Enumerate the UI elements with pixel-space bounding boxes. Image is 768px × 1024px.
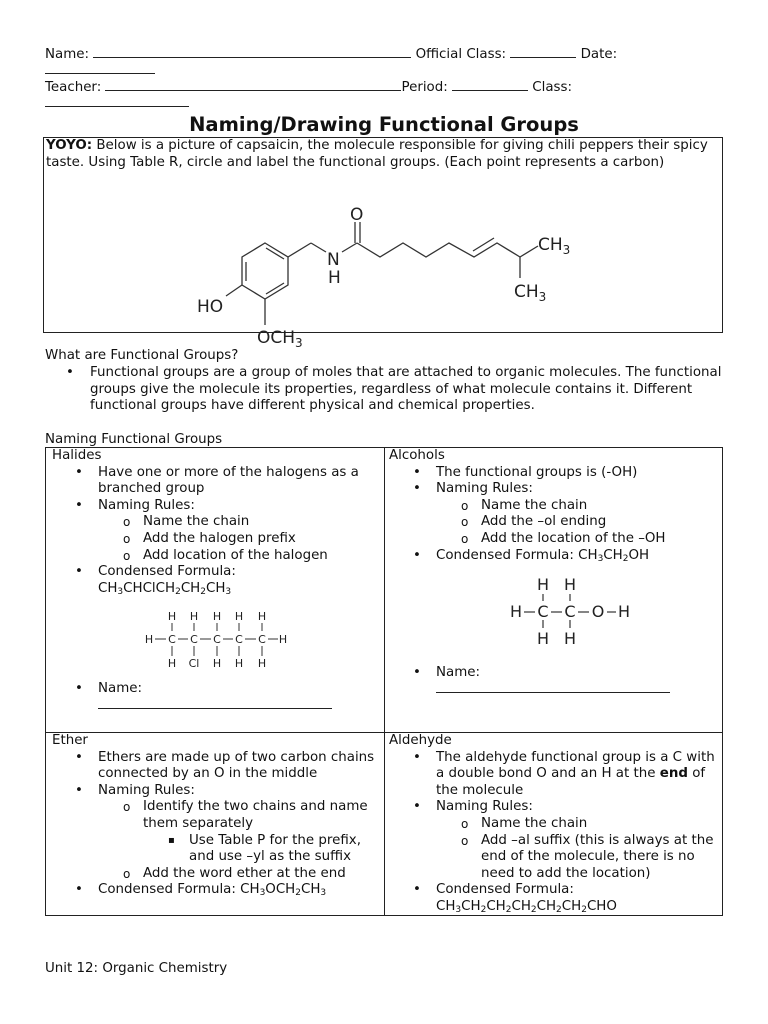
halides-name-blank[interactable] (98, 698, 332, 709)
ether-rule-1a: ▪ Use Table P for the prefix, and use –yl as the suffix (46, 833, 382, 866)
functional-groups-table (45, 447, 723, 916)
yoyo-label: YOYO: (46, 138, 93, 153)
halides-bullet-branch: • Have one or more of the halogens as a branched group (46, 465, 382, 498)
halides-name-row (46, 681, 382, 714)
aldehyde-rule-2: o Add –al suffix (this is always at the end of the molecule, there is no need to add the location) (384, 833, 722, 883)
yoyo-instructions: Below is a picture of capsaicin, the molecule responsible for giving chili peppers their spicy taste. Using Table R, circle and label the functional groups. (Each point represents a carbon) (46, 138, 708, 170)
svg-text:H: H (144, 633, 154, 646)
svg-text:H: H (212, 610, 222, 623)
aldehyde-formula: $CH_3CH_2CH_2CH_2CH_2CH_2CHO$ (436, 898, 617, 915)
capsaicin-structure (0, 0, 768, 360)
svg-text:H: H (563, 629, 577, 646)
svg-text:H: H (536, 575, 550, 594)
och3-label: $OCH_3$ (257, 328, 303, 350)
svg-text:O: O (591, 602, 605, 621)
amide-h-label: H (328, 268, 341, 288)
ether-rule-1: o Identify the two chains and name them separately (46, 799, 382, 832)
name-label: Name: (45, 47, 90, 62)
aldehyde-bullet-formula: • Condensed Formula: (384, 882, 722, 899)
halide-structure (141, 608, 301, 672)
halides-rule-3: o Add location of the halogen (46, 548, 382, 565)
alcohols-cell (384, 448, 722, 567)
halides-formula: $CH_3CHClCH_2CH_2CH_3$ (98, 580, 232, 597)
alcohols-name-row (384, 665, 722, 698)
carbonyl-o-label: O (350, 205, 364, 225)
svg-text:H: H (509, 602, 523, 621)
halides-name-row-blank (46, 698, 382, 714)
functional-groups-definition: Functional groups are a group of moles that are attached to organic molecules. The functional groups give the molecule its properties, regardless of what molecule contains it. Different functional groups have different physical and chemical properties. (90, 365, 722, 414)
date-label: Date: (580, 47, 618, 62)
svg-text:C: C (235, 633, 243, 646)
svg-text:H: H (617, 602, 631, 621)
ho-label: HO (197, 297, 224, 317)
aldehyde-bullet-definition (384, 750, 722, 800)
svg-text:H: H (212, 657, 222, 670)
ether-cell (46, 733, 382, 902)
halides-bullet-formula: • Condensed Formula: (46, 564, 382, 581)
svg-text:H: H (189, 610, 199, 623)
functional-groups-question: What are Functional Groups? (45, 348, 239, 363)
ch3-top-label: $CH_3$ (538, 235, 571, 257)
alcohols-name-blank[interactable] (436, 682, 670, 693)
svg-text:C: C (564, 602, 576, 621)
ether-bullet-formula: • Condensed Formula: $CH_3OCH_2CH_3$ (46, 882, 382, 902)
halides-rule-2: o Add the halogen prefix (46, 531, 382, 548)
svg-text:H: H (234, 657, 244, 670)
alcohols-title: Alcohols (389, 448, 445, 463)
bullet-icon: • (66, 365, 74, 380)
aldehyde-def-pre: The aldehyde functional group is a C with a double bond O and an H at the (436, 749, 715, 782)
svg-text:C: C (258, 633, 266, 646)
alcohols-rule-2: o Add the –ol ending (384, 514, 722, 531)
svg-text:H: H (257, 657, 267, 670)
alcohol-structure (508, 574, 638, 646)
aldehyde-rule-1: o Name the chain (384, 816, 722, 833)
alcohols-bullet-formula: • Condensed Formula: $CH_3CH_2OH$ (384, 548, 722, 568)
svg-text:C: C (213, 633, 221, 646)
halides-cell (46, 448, 382, 600)
halides-bullet-name: • Name: (46, 681, 382, 698)
alcohols-rule-1: o Name the chain (384, 498, 722, 515)
alcohols-name-row-blank (384, 682, 722, 698)
aldehyde-bullet-rules: • Naming Rules: (384, 799, 722, 816)
official-class-label: Official Class: (415, 47, 507, 62)
page-title: Naming/Drawing Functional Groups (189, 113, 579, 136)
aldehyde-def-bold: end (659, 766, 688, 782)
svg-text:H: H (257, 610, 267, 623)
alcohols-bullet-group: • The functional groups is (-OH) (384, 465, 722, 482)
halides-title: Halides (52, 448, 102, 463)
alcohols-bullet-rules: • Naming Rules: (384, 481, 722, 498)
class-label: Class: (532, 80, 573, 95)
svg-text:C: C (537, 602, 549, 621)
ch3-bottom-label: $CH_3$ (514, 282, 547, 304)
ether-title: Ether (52, 733, 88, 748)
aldehyde-title: Aldehyde (389, 733, 452, 748)
halides-bullet-rules: • Naming Rules: (46, 498, 382, 515)
svg-text:Cl: Cl (188, 657, 200, 670)
svg-text:H: H (167, 610, 177, 623)
naming-heading: Naming Functional Groups (45, 432, 223, 447)
teacher-label: Teacher: (45, 80, 102, 95)
alcohols-rule-3: o Add the location of the –OH (384, 531, 722, 548)
aldehyde-def-post: of the molecule (436, 766, 706, 798)
footer: Unit 12: Organic Chemistry (45, 961, 228, 976)
svg-text:C: C (168, 633, 176, 646)
svg-text:H: H (167, 657, 177, 670)
svg-text:C: C (190, 633, 198, 646)
alcohols-bullet-name: • Name: (384, 665, 722, 682)
period-label: Period: (401, 80, 448, 95)
halides-rule-1: o Name the chain (46, 514, 382, 531)
ether-bullet-definition: • Ethers are made up of two carbon chains connected by an O in the middle (46, 750, 382, 783)
ether-rule-2: o Add the word ether at the end (46, 866, 382, 883)
aldehyde-cell (384, 733, 722, 919)
svg-text:H: H (234, 610, 244, 623)
amide-n-label: N (327, 250, 340, 270)
svg-text:H: H (278, 633, 288, 646)
svg-text:H: H (536, 629, 550, 646)
ether-bullet-rules: • Naming Rules: (46, 783, 382, 800)
svg-text:H: H (563, 575, 577, 594)
